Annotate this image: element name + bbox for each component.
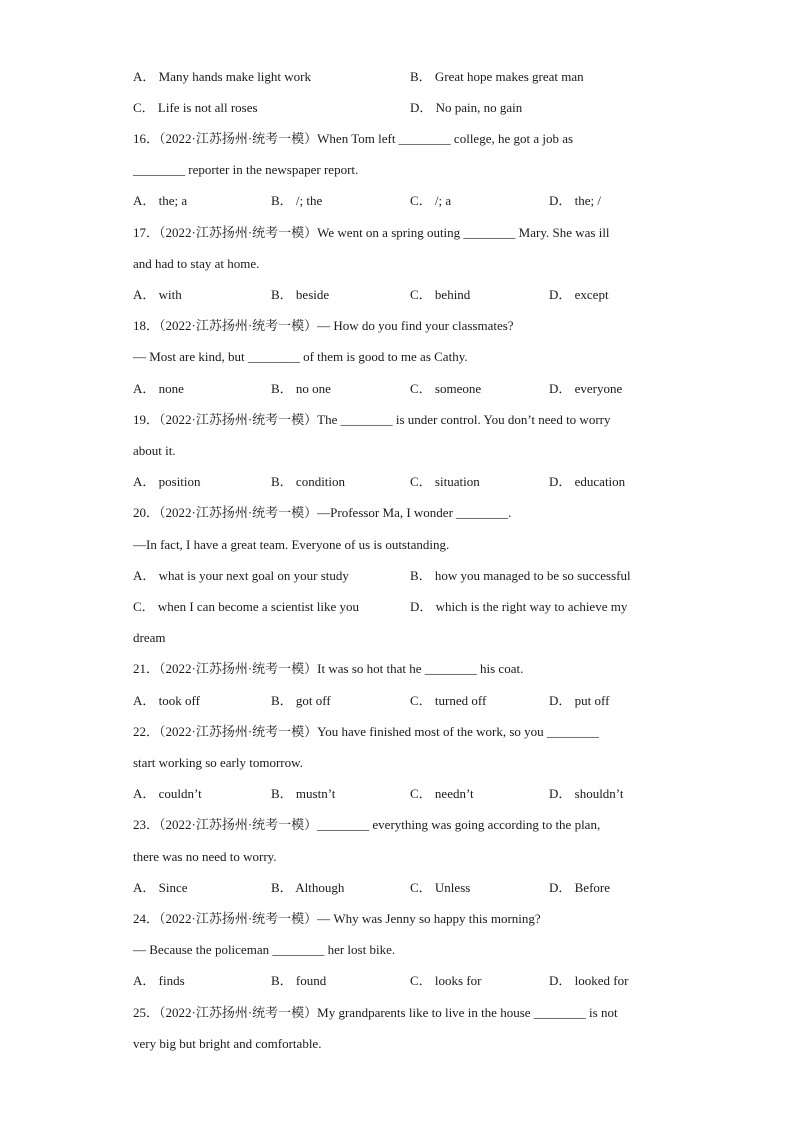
option-d: D． except bbox=[549, 287, 609, 302]
question-18-stem: 18．（2022·江苏扬州·统考一模）— How do you find your classmates? bbox=[133, 318, 514, 333]
option-a: A． position bbox=[133, 474, 201, 489]
option-a: A． Many hands make light work bbox=[133, 69, 312, 84]
option-c: C． someone bbox=[410, 381, 482, 396]
option-a: A． with bbox=[133, 287, 182, 302]
option-d: D． the; / bbox=[549, 193, 601, 208]
question-19-stem: 19．（2022·江苏扬州·统考一模）The ________ is under control. You don’t need to worry bbox=[133, 412, 611, 427]
option-c: C． when I can become a scientist like you bbox=[133, 599, 359, 614]
option-b: B． found bbox=[271, 973, 327, 988]
question-25-stem: 25．（2022·江苏扬州·统考一模）My grandparents like to live in the house ________ is not bbox=[133, 1005, 618, 1020]
question-20-stem: 20．（2022·江苏扬州·统考一模）—Professor Ma, I wonder ________. bbox=[133, 505, 512, 520]
option-c: C． turned off bbox=[410, 693, 487, 708]
option-b: B． got off bbox=[271, 693, 331, 708]
question-18-stem-cont: — Most are kind, but ________ of them is good to me as Cathy. bbox=[133, 349, 468, 364]
option-d: D． looked for bbox=[549, 973, 629, 988]
option-d: D． education bbox=[549, 474, 626, 489]
option-b: B． mustn’t bbox=[271, 786, 336, 801]
option-a: A． what is your next goal on your study bbox=[133, 568, 349, 583]
option-b: B． /; the bbox=[271, 193, 323, 208]
option-a: A． the; a bbox=[133, 193, 188, 208]
question-16-stem: 16．（2022·江苏扬州·统考一模）When Tom left ________ college, he got a job as bbox=[133, 131, 574, 146]
option-a: A． took off bbox=[133, 693, 200, 708]
question-21-stem: 21．（2022·江苏扬州·统考一模）It was so hot that he ________ his coat. bbox=[133, 661, 524, 676]
option-d: D． No pain, no gain bbox=[410, 100, 523, 115]
option-b: B． condition bbox=[271, 474, 346, 489]
option-b: B． Great hope makes great man bbox=[410, 69, 584, 84]
question-17-stem-cont: and had to stay at home. bbox=[133, 256, 260, 271]
option-d: D． which is the right way to achieve my bbox=[410, 599, 628, 614]
option-c: C． situation bbox=[410, 474, 480, 489]
option-b: B． no one bbox=[271, 381, 331, 396]
question-19-stem-cont: about it. bbox=[133, 443, 176, 458]
question-22-stem-cont: start working so early tomorrow. bbox=[133, 755, 303, 770]
option-d: D． everyone bbox=[549, 381, 623, 396]
option-c: C． Life is not all roses bbox=[133, 100, 258, 115]
question-17-stem: 17．（2022·江苏扬州·统考一模）We went on a spring outing ________ Mary. She was ill bbox=[133, 225, 610, 240]
question-24-stem: 24．（2022·江苏扬州·统考一模）— Why was Jenny so happy this morning? bbox=[133, 911, 541, 926]
option-a: A． none bbox=[133, 381, 184, 396]
question-16-stem-cont: ________ reporter in the newspaper report. bbox=[133, 162, 359, 177]
option-d-cont: dream bbox=[133, 630, 166, 645]
option-d: D． put off bbox=[549, 693, 610, 708]
option-c: C． needn’t bbox=[410, 786, 474, 801]
question-20-stem-cont: —In fact, I have a great team. Everyone of us is outstanding. bbox=[133, 537, 450, 552]
question-23-stem-cont: there was no need to worry. bbox=[133, 849, 277, 864]
option-a: A． couldn’t bbox=[133, 786, 202, 801]
question-24-stem-cont: — Because the policeman ________ her lost bike. bbox=[133, 942, 396, 957]
option-b: B． Although bbox=[271, 880, 345, 895]
question-25-stem-cont: very big but bright and comfortable. bbox=[133, 1036, 322, 1051]
option-c: C． /; a bbox=[410, 193, 452, 208]
option-c: C． looks for bbox=[410, 973, 482, 988]
question-23-stem: 23．（2022·江苏扬州·统考一模）________ everything was going according to the plan, bbox=[133, 817, 601, 832]
option-c: C． behind bbox=[410, 287, 471, 302]
option-a: A． Since bbox=[133, 880, 188, 895]
option-d: D． shouldn’t bbox=[549, 786, 624, 801]
option-a: A． finds bbox=[133, 973, 185, 988]
option-d: D． Before bbox=[549, 880, 611, 895]
option-b: B． beside bbox=[271, 287, 330, 302]
option-b: B． how you managed to be so successful bbox=[410, 568, 631, 583]
option-c: C． Unless bbox=[410, 880, 471, 895]
question-22-stem: 22．（2022·江苏扬州·统考一模）You have finished most of the work, so you ________ bbox=[133, 724, 599, 739]
